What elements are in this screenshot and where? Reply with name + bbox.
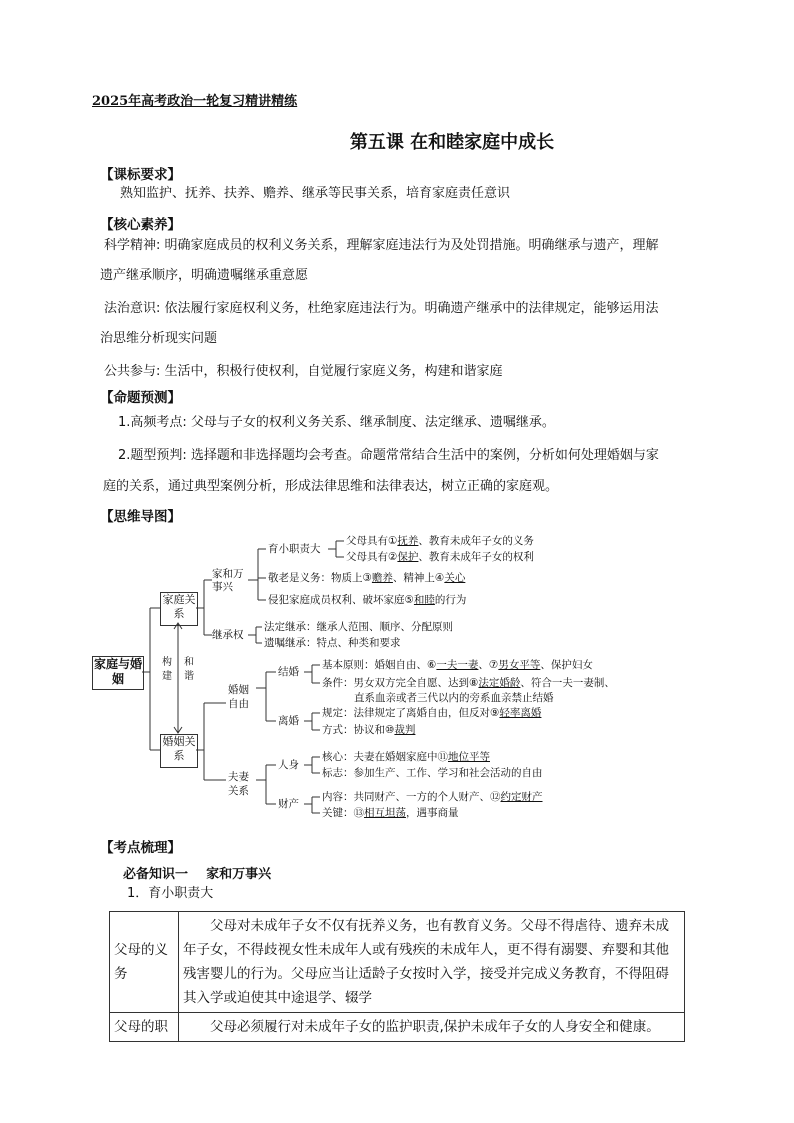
duty-table [109, 911, 685, 1042]
doc-header: 2025年高考政治一轮复习精讲精练 [92, 94, 298, 109]
jiahe-node: 家和万事兴 [212, 568, 244, 593]
yuxiao-node: 育小职责大 [268, 543, 321, 555]
root-label: 家庭与婚姻 [93, 657, 142, 686]
answer: 约定财产 [500, 791, 543, 803]
answer: 相互坦荡 [364, 807, 406, 819]
answer: 保护 [397, 551, 419, 563]
text: 基本原则：婚姻自由、⑥ [322, 659, 437, 671]
text: 方式：协议和⑩ [322, 724, 395, 736]
text: ，遇事商量 [406, 807, 459, 819]
text: 敬老是义务：物质上③ [268, 572, 372, 584]
text: 、符合一夫一妻制、 [520, 677, 615, 689]
hexin-item [100, 236, 704, 286]
jiehun-item [322, 677, 615, 689]
jiehun-item [322, 659, 593, 671]
answer: 裁判 [394, 724, 416, 736]
text: 、保护妇女 [540, 659, 593, 671]
marriage-label: 婚姻关系 [162, 735, 196, 762]
mingti-item: 庭的关系，通过典型案例分析，形成法律思维和法律表达，树立正确的家庭观。 [103, 479, 559, 494]
mingti-item: 1.高频考点: 父母与子女的权利义务关系、继承制度、法定继承、遗嘱继承。 [118, 415, 555, 430]
mind-map [88, 528, 708, 828]
hexin-item [100, 299, 704, 349]
text: 侵犯家庭成员权利、破坏家庭⑤ [268, 594, 414, 606]
text: 关键：⑬ [322, 807, 364, 819]
hexin-line: 治思维分析现实问题 [100, 331, 218, 346]
answer: 地位平等 [448, 751, 490, 763]
answer: 轻率离婚 [499, 707, 542, 719]
caichan-item [322, 807, 459, 819]
text: 规定：法律规定了离婚自由，但反对⑨ [322, 707, 500, 719]
text: 的行为 [434, 594, 467, 606]
link-left: 构建 [162, 657, 172, 682]
hexin-line: 科学精神: 明确家庭成员的权利义务关系，理解家庭违法行为及处罚措施。明确继承与遗产，理解 [104, 238, 659, 253]
text: 、⑦ [478, 659, 499, 671]
jiehun-node: 结婚 [278, 666, 299, 678]
text: 核心：夫妻在婚姻家庭中⑪ [322, 751, 448, 763]
answer: 法定婚龄 [478, 677, 521, 689]
hexin-line: 法治意识: 依法履行家庭权利义务，杜绝家庭违法行为。明确遗产继承中的法律规定，能够运用法 [104, 301, 659, 316]
hexin-line: 遗产继承顺序，明确遗嘱继承重意愿 [100, 268, 309, 283]
text: 父母具有② [346, 551, 398, 563]
section-hexin: 【核心素养】 [100, 217, 181, 233]
jicheng-node: 继承权 [212, 629, 244, 641]
yizhu-item: 遗嘱继承：特点、种类和要求 [264, 637, 401, 649]
fading-item: 法定继承：继承人范围、顺序、分配原则 [264, 621, 453, 633]
hexin-line: 公共参与: 生活中，积极行使权利，自觉履行家庭义务，构建和谐家庭 [104, 364, 503, 379]
lihun-item [322, 707, 541, 719]
yuxiao-item [346, 535, 534, 547]
lihun-node: 离婚 [278, 715, 299, 727]
page-title: 第五课 在和睦家庭中成长 [349, 132, 555, 153]
caichan-node: 财产 [278, 798, 299, 810]
section-kebiao: 【课标要求】 [100, 167, 181, 183]
answer: 男女平等 [498, 659, 541, 671]
lihun-item [322, 724, 415, 736]
fuqi-node: 夫妻关系 [228, 771, 249, 797]
subheading: 1．育小职责大 [127, 886, 214, 901]
knowledge-heading: 必备知识一 家和万事兴 [123, 867, 272, 882]
text: 、精神上④ [392, 572, 445, 584]
answer: 抚养 [397, 535, 419, 547]
text: 条件：男女双方完全自愿、达到⑧ [322, 677, 479, 689]
table-row [110, 1013, 685, 1042]
text: 、教育未成年子女的义务 [418, 535, 534, 547]
section-siwei: 【思维导图】 [100, 509, 181, 525]
answer: 关心 [444, 572, 466, 584]
marriage-node [160, 734, 198, 768]
hunyin-ziyou-node: 婚姻自由 [228, 684, 249, 710]
renshen-node: 人身 [278, 759, 299, 771]
link-right: 和谐 [184, 657, 194, 682]
text: 父母具有① [346, 535, 398, 547]
root-node [92, 656, 144, 690]
table-value: 父母对未成年子女不仅有抚养义务，也有教育义务。父母不得虐待、遗弃未成年子女，不得歧视女性未成年人或有残疾的未成年人，更不得有溺婴、弃婴和其他残害婴儿的行为。父母应当让适龄子女按时入学，接受并完成义务教育，不得阻碍其入学或迫使其中途退学、辍学 [179, 912, 685, 1013]
renshen-item [322, 751, 490, 763]
hexin-item [104, 362, 704, 382]
text: 内容：共同财产、一方的个人财产、⑫ [322, 791, 501, 803]
family-label: 家庭关系 [162, 593, 196, 620]
qinhai-item [268, 594, 466, 606]
kebiao-text: 熟知监护、抚养、扶养、赡养、继承等民事关系，培育家庭责任意识 [120, 186, 511, 201]
answer: 和睦 [413, 594, 435, 606]
table-key: 父母的职 [110, 1013, 179, 1042]
jinglao-item [268, 572, 465, 584]
table-value: 父母必须履行对未成年子女的监护职责,保护未成年子女的人身安全和健康。 [179, 1013, 685, 1042]
mingti-item: 2.题型预判: 选择题和非选择题均会考查。命题常常结合生活中的案例，分析如何处理婚姻与家 [118, 448, 659, 463]
table-key: 父母的义务 [110, 912, 179, 1013]
yuxiao-item [346, 551, 534, 563]
answer: 赡养 [371, 572, 393, 584]
text: 、教育未成年子女的权利 [418, 551, 534, 563]
jiehun-item: 直系血亲或者三代以内的旁系血亲禁止结婚 [354, 692, 554, 704]
section-kaodian: 【考点梳理】 [100, 840, 181, 856]
section-mingti: 【命题预测】 [100, 390, 181, 406]
family-node [160, 592, 198, 626]
answer: 一夫一妻 [436, 659, 479, 671]
table-row [110, 912, 685, 1013]
renshen-item: 标志：参加生产、工作、学习和社会活动的自由 [322, 767, 543, 779]
caichan-item [322, 791, 543, 803]
